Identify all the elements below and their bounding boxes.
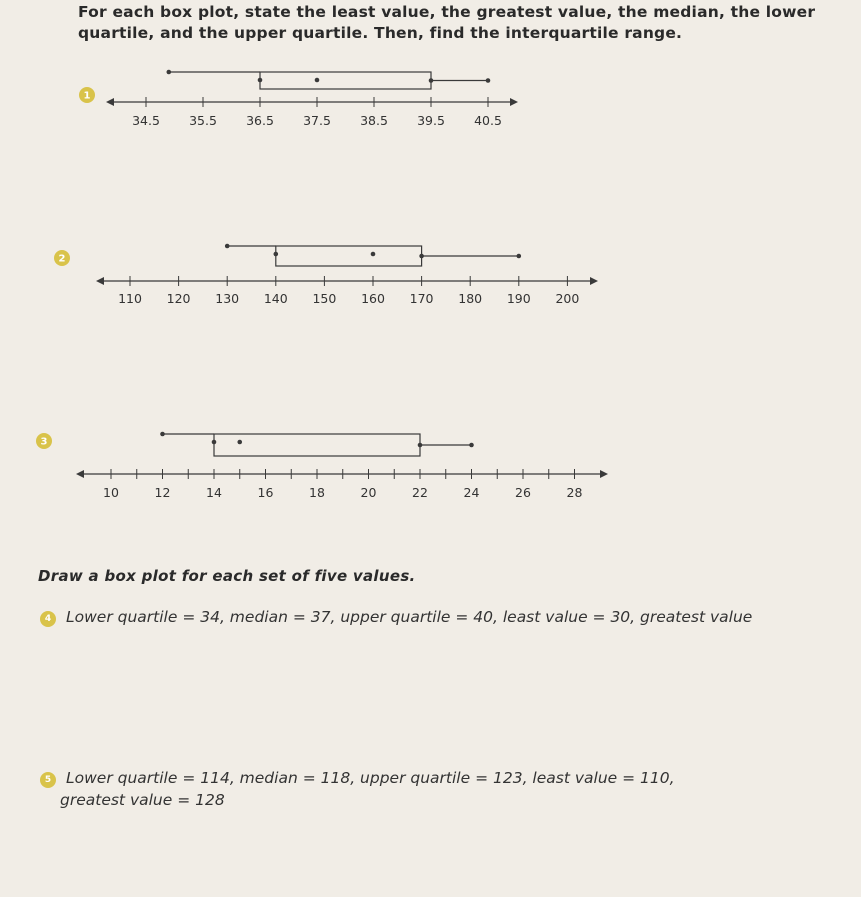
tick-label: 120 xyxy=(166,291,191,306)
instructions-text: For each box plot, state the least value, the greatest value, the median, the lower quartile, and the upper quartile. Then, find the interquartile range. xyxy=(78,3,816,42)
median-point xyxy=(371,252,376,257)
exercise-number: 3 xyxy=(40,436,48,448)
tick-label: 37.5 xyxy=(303,113,331,128)
tick-label: 20 xyxy=(360,485,377,500)
right-arrow-icon xyxy=(590,277,598,285)
problem-text-line-1: Lower quartile = 114, median = 118, upper quartile = 123, least value = 110, xyxy=(66,769,675,787)
left-arrow-icon xyxy=(76,470,84,478)
tick-label: 150 xyxy=(312,291,337,306)
problem-text: Lower quartile = 34, median = 37, upper quartile = 40, least value = 30, greatest value xyxy=(66,608,753,626)
max-point xyxy=(469,443,474,448)
problem-number-badge: 4 xyxy=(40,611,56,627)
min-point xyxy=(160,432,165,437)
box xyxy=(276,246,422,266)
tick-label: 14 xyxy=(206,485,222,500)
problem-number-badge: 5 xyxy=(40,772,56,788)
tick-label: 39.5 xyxy=(417,113,445,128)
max-point xyxy=(517,254,522,259)
tick-label: 200 xyxy=(555,291,580,306)
tick-label: 24 xyxy=(463,485,480,500)
q1-point xyxy=(274,252,279,257)
right-arrow-icon xyxy=(600,470,608,478)
q1-point xyxy=(258,78,263,83)
tick-label: 26 xyxy=(515,485,531,500)
problem-text-line-2: greatest value = 128 xyxy=(60,791,225,809)
tick-label: 10 xyxy=(103,485,119,500)
left-arrow-icon xyxy=(106,98,114,106)
tick-label: 190 xyxy=(506,291,531,306)
section-title: Draw a box plot for each set of five values. xyxy=(38,567,416,585)
problem-4 xyxy=(40,606,752,628)
exercise-number: 2 xyxy=(58,253,66,265)
q3-point xyxy=(419,254,424,259)
q3-point xyxy=(429,78,434,83)
tick-label: 16 xyxy=(257,485,274,500)
tick-label: 35.5 xyxy=(189,113,217,128)
tick-label: 38.5 xyxy=(360,113,388,128)
tick-label: 28 xyxy=(566,485,583,500)
tick-label: 170 xyxy=(409,291,434,306)
median-point xyxy=(237,440,242,445)
min-point xyxy=(225,244,230,249)
q1-point xyxy=(212,440,217,445)
tick-label: 140 xyxy=(263,291,288,306)
right-arrow-icon xyxy=(510,98,518,106)
min-point xyxy=(167,70,172,75)
exercise-number: 1 xyxy=(83,90,91,102)
q3-point xyxy=(418,443,423,448)
left-arrow-icon xyxy=(96,277,104,285)
problem-5 xyxy=(40,767,740,811)
tick-label: 160 xyxy=(361,291,385,306)
median-point xyxy=(315,78,320,83)
tick-label: 36.5 xyxy=(246,113,274,128)
box xyxy=(214,434,420,456)
max-point xyxy=(486,78,491,83)
box xyxy=(260,72,431,89)
tick-label: 40.5 xyxy=(474,113,502,128)
tick-label: 18 xyxy=(309,485,325,500)
tick-label: 22 xyxy=(412,485,428,500)
tick-label: 180 xyxy=(458,291,483,306)
tick-label: 12 xyxy=(154,485,171,500)
tick-label: 130 xyxy=(215,291,240,306)
tick-label: 34.5 xyxy=(132,113,160,128)
tick-label: 110 xyxy=(118,291,142,306)
